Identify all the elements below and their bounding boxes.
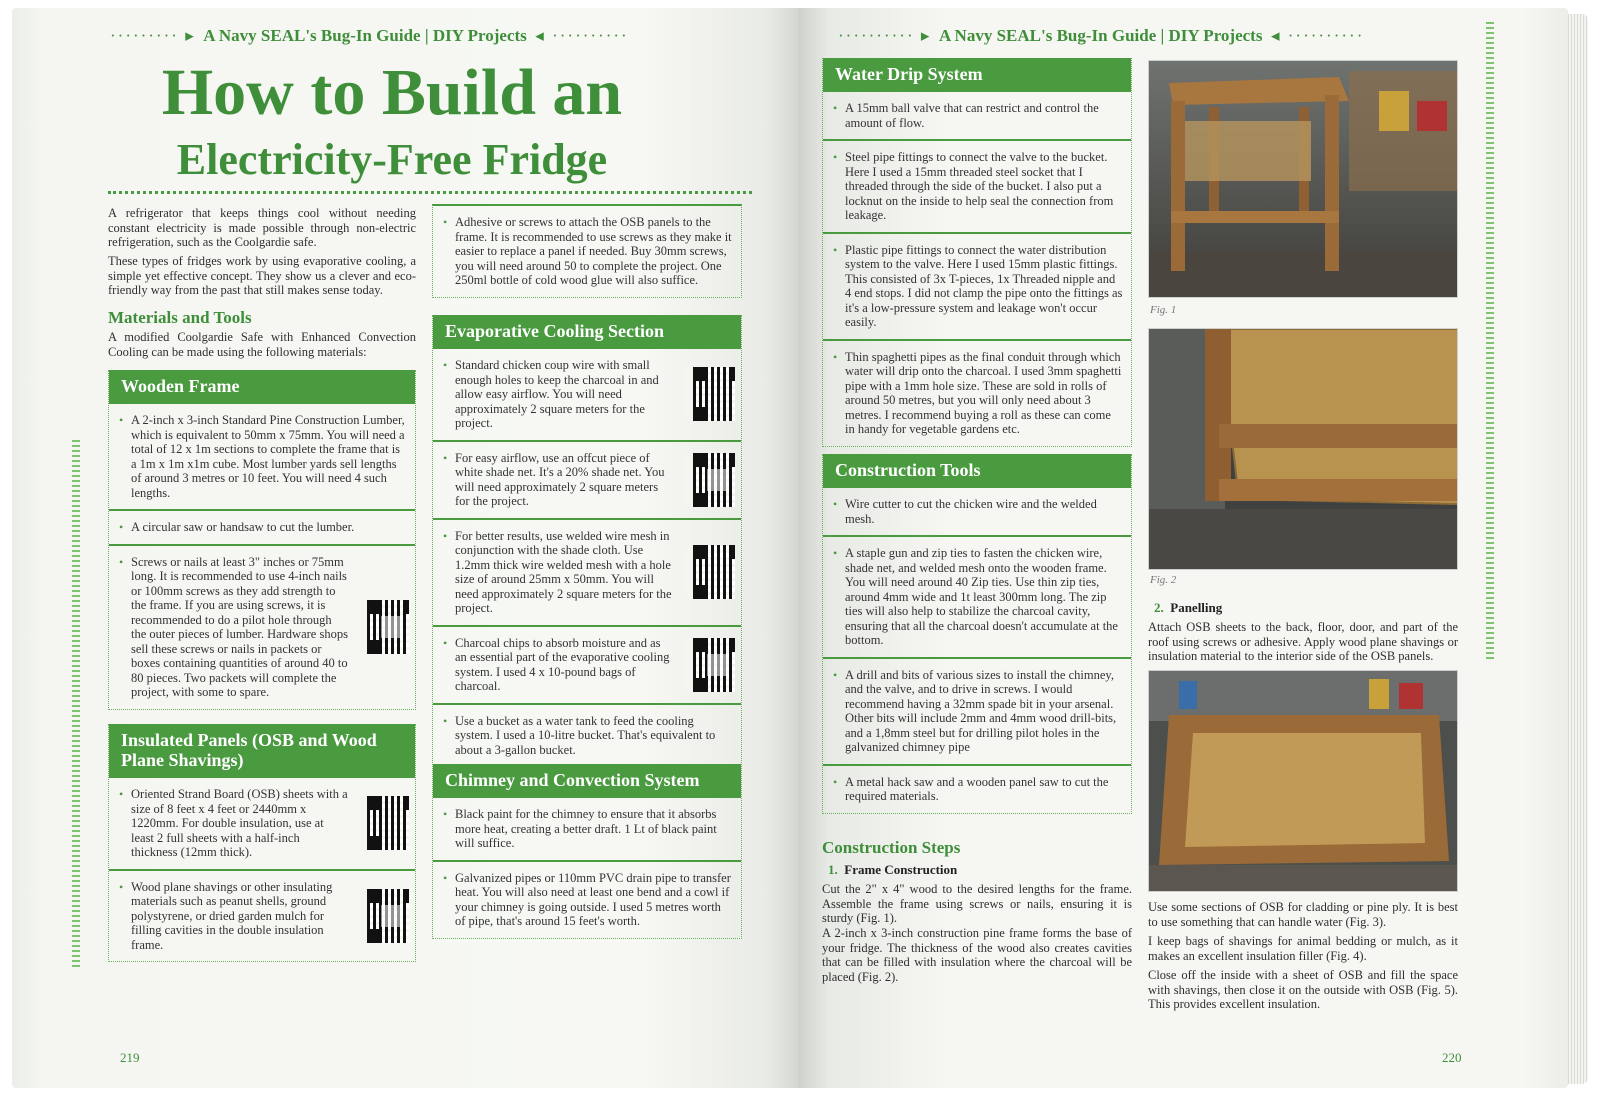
list-item: • For better results, use welded wire mesh in conjunction with the shade cloth. Use 1.2mm thick wire welded mesh with a hole size of around 25mm x 50mm. You will need approximately 2 square meters for the project. <box>433 518 741 625</box>
qr-code-icon <box>359 600 409 654</box>
fig-2-photo <box>1148 328 1458 570</box>
fig-2-caption: Fig. 2 <box>1150 574 1177 586</box>
margin-decoration-right <box>1486 22 1494 662</box>
water-drip-heading: Water Drip System <box>823 58 1131 90</box>
step-2-paragraph-1: Attach OSB sheets to the back, floor, door, and part of the roof using screws or adhesive. Apply wood plane shavings or insulation material to the interior side of the OSB panels. <box>1148 620 1458 663</box>
title-divider <box>108 191 752 194</box>
list-item: • A metal hack saw and a wooden panel saw to cut the required materials. <box>823 764 1131 813</box>
construction-tools-heading: Construction Tools <box>823 454 1131 486</box>
list-item: • A 15mm ball valve that can restrict and control the amount of flow. <box>823 90 1131 139</box>
water-drip-box <box>822 58 1132 447</box>
insulated-panels-heading: Insulated Panels (OSB and Wood Plane Shavings) <box>109 724 415 776</box>
list-item: • Charcoal chips to absorb moisture and as an essential part of the evaporative cooling system. I used 4 x 10-pound bags of charcoal. <box>433 625 741 703</box>
list-item: • Standard chicken coup wire with small enough holes to keep the charcoal in and allow easy airflow. You will need approximately 2 square meters for the project. <box>433 347 741 440</box>
osb-attach-box <box>432 204 742 298</box>
step-2-heading: 2. Panelling <box>1154 600 1223 615</box>
evaporative-cooling-box <box>432 315 742 767</box>
list-item: • Use a bucket as a water tank to feed the cooling system. I used a 10-litre bucket. That's equivalent to about a 3-gallon bucket. <box>433 703 741 767</box>
article-title-line2: Electricity-Free Fridge <box>176 135 608 184</box>
step-2-paragraph-2: Use some sections of OSB for cladding or pine ply. It is best to use something that can handle water (Fig. 3). <box>1148 900 1458 929</box>
guide-title: A Navy SEAL's Bug-In Guide <box>938 26 1157 45</box>
list-item: • Adhesive or screws to attach the OSB panels to the frame. It is recommended to use screws as they make it easier to replace a panel if needed. Buy 30mm screws, you will need around 50 to complete the project. One 250ml bottle of cold wood glue will also suffice. <box>433 206 741 297</box>
chimney-heading: Chimney and Convection System <box>433 764 741 796</box>
list-item: • Galvanized pipes or 110mm PVC drain pipe to transfer heat. You will also need at least one bend and a cowl if your chimney is going outside. I used 5 metres worth of pipe, that's around 15 feet's worth. <box>433 860 741 938</box>
list-item: • Plastic pipe fittings to connect the water distribution system to the valve. Here I used 15mm plastic fittings. This consisted of 3x T-pieces, 1x Threaded nipple and 4 end stops. I did not clamp the pipe onto the fittings as it's a low-pressure system and leakage won't occur easily. <box>823 232 1131 339</box>
guide-title: A Navy SEAL's Bug-In Guide <box>203 26 421 45</box>
fig-1-caption: Fig. 1 <box>1150 304 1177 316</box>
page-edges <box>1568 14 1588 1084</box>
running-header-right: ·········· ▸ A Navy SEAL's Bug-In Guide | DIY Projects ◂ ·········· <box>838 26 1365 45</box>
step-2-paragraph-3: I keep bags of shavings for animal bedding or mulch, as it makes an excellent insulation filler (Fig. 4). <box>1148 934 1458 963</box>
list-item: • Oriented Strand Board (OSB) sheets with a size of 8 feet x 4 feet or 2440mm x 1220mm. For double insulation, use at least 2 full sheets with a half-inch thickness (12mm thick). <box>109 776 415 869</box>
list-item: • Wood plane shavings or other insulating materials such as peanut shells, ground polystyrene, or dried garden mulch for filling cavities in the double insulation frame. <box>109 869 415 962</box>
qr-code-icon <box>685 367 735 421</box>
list-item: • Wire cutter to cut the chicken wire and the welded mesh. <box>823 486 1131 535</box>
open-book <box>12 8 1588 1093</box>
step-1-paragraph-1: Cut the 2" x 4" wood to the desired lengths for the frame. Assemble the frame using screws or nails, ensuring it is sturdy (Fig. 1). <box>822 882 1132 925</box>
qr-code-icon <box>685 453 735 507</box>
list-item: • Steel pipe fittings to connect the valve to the bucket. Here I used a 15mm threaded steel socket that I threaded through the side of the bucket. I also put a locknut on the inside to help seal the connection from leakage. <box>823 139 1131 232</box>
margin-decoration-left <box>72 440 80 970</box>
section-title: DIY Projects <box>432 26 527 45</box>
chimney-box <box>432 764 742 939</box>
list-item: • A 2-inch x 3-inch Standard Pine Construction Lumber, which is equivalent to 50mm x 75mm. You will need a total of 12 x 1m sections to complete the frame that is a 1m x 1m x1m cube. Most lumber yards sell lengths of around 3 metres or 10 feet. You will need 4 such lengths. <box>109 402 415 509</box>
intro-paragraph-1: A refrigerator that keeps things cool without needing constant electricity is made possible through non-electric refrigeration, such as the Coolgardie safe. <box>108 206 416 249</box>
article-title-line1: How to Build an <box>161 56 623 129</box>
materials-heading: Materials and Tools <box>108 308 252 327</box>
materials-intro: A modified Coolgardie Safe with Enhanced Convection Cooling can be made using the following materials: <box>108 330 416 359</box>
list-item: • Screws or nails at least 3" inches or 75mm long. It is recommended to use 4-inch nails or 100mm screws as they add strength to the frame. If you are using screws, it is recommended to do a pilot hole through the outer pieces of lumber. Hardware shops sell these screws or nails in packets or boxes containing quantities of around 40 to 80 pieces. Two packets will complete the project, with some to spare. <box>109 544 415 709</box>
list-item: • Black paint for the chimney to ensure that it absorbs more heat, creating a better draft. 1 Lt of black paint will suffice. <box>433 796 741 860</box>
section-title: DIY Projects <box>1168 26 1263 45</box>
qr-code-icon <box>359 889 409 943</box>
list-item: • For easy airflow, use an offcut piece of white shade net. It's a 20% shade net. You will need approximately 2 square meters for the project. <box>433 440 741 518</box>
fig-1-photo <box>1148 60 1458 298</box>
list-item: • A drill and bits of various sizes to install the chimney, and the valve, and to drive in screws. I would recommend having a 32mm spade bit in your arsenal. Other bits will include 2mm and 4mm wood drill-bits, and a 1,8mm steel but for drilling pilot holes in the galvanized chimney pipe <box>823 657 1131 764</box>
construction-steps-heading: Construction Steps <box>822 838 961 857</box>
insulated-panels-box <box>108 724 416 962</box>
qr-code-icon <box>685 545 735 599</box>
qr-code-icon <box>359 796 409 850</box>
intro-paragraph-2: These types of fridges work by using evaporative cooling, a simple yet effective concept. They show us a clever and eco-friendly way from the past that still makes sense today. <box>108 254 416 297</box>
running-header-left: ········· ▸ A Navy SEAL's Bug-In Guide | DIY Projects ◂ ·········· <box>110 26 629 45</box>
list-item: • Thin spaghetti pipes as the final conduit through which water will drip onto the charcoal. I used 3mm spaghetti pipe with a 1mm hole size. These are sold in rolls of around 50 metres, but you will only need about 3 metres. I recommend buying a roll as these can come in handy for vegetable gardens etc. <box>823 339 1131 446</box>
step-1-heading: 1. Frame Construction <box>828 862 958 877</box>
right-page <box>798 8 1568 1088</box>
step-2-paragraph-4: Close off the inside with a sheet of OSB and fill the space with shavings, then close it on the outside with OSB (Fig. 5). This provides excellent insulation. <box>1148 968 1458 1011</box>
left-page <box>12 8 798 1088</box>
page-number-right: 220 <box>1442 1050 1462 1065</box>
list-item: • A circular saw or handsaw to cut the lumber. <box>109 509 415 544</box>
wooden-frame-heading: Wooden Frame <box>109 370 415 402</box>
step-1-paragraph-2: A 2-inch x 3-inch construction pine frame forms the base of your fridge. The thickness of the wood also creates cavities that can be filled with insulation where the charcoal will be placed (Fig. 2). <box>822 926 1132 984</box>
list-item: • A staple gun and zip ties to fasten the chicken wire, shade net, and welded mesh onto the wooden frame. You will need around 40 Zip ties. Use thin zip ties, around 4mm wide and 1t least 300mm long. The zip ties will also help to stabilize the charcoal cavity, ensuring that all the charcoal doesn't accumulate at the bottom. <box>823 535 1131 657</box>
fig-3-photo <box>1148 670 1458 892</box>
wooden-frame-box <box>108 370 416 710</box>
page-number-left: 219 <box>120 1050 140 1065</box>
construction-tools-box <box>822 454 1132 814</box>
evaporative-cooling-heading: Evaporative Cooling Section <box>433 315 741 347</box>
qr-code-icon <box>685 638 735 692</box>
